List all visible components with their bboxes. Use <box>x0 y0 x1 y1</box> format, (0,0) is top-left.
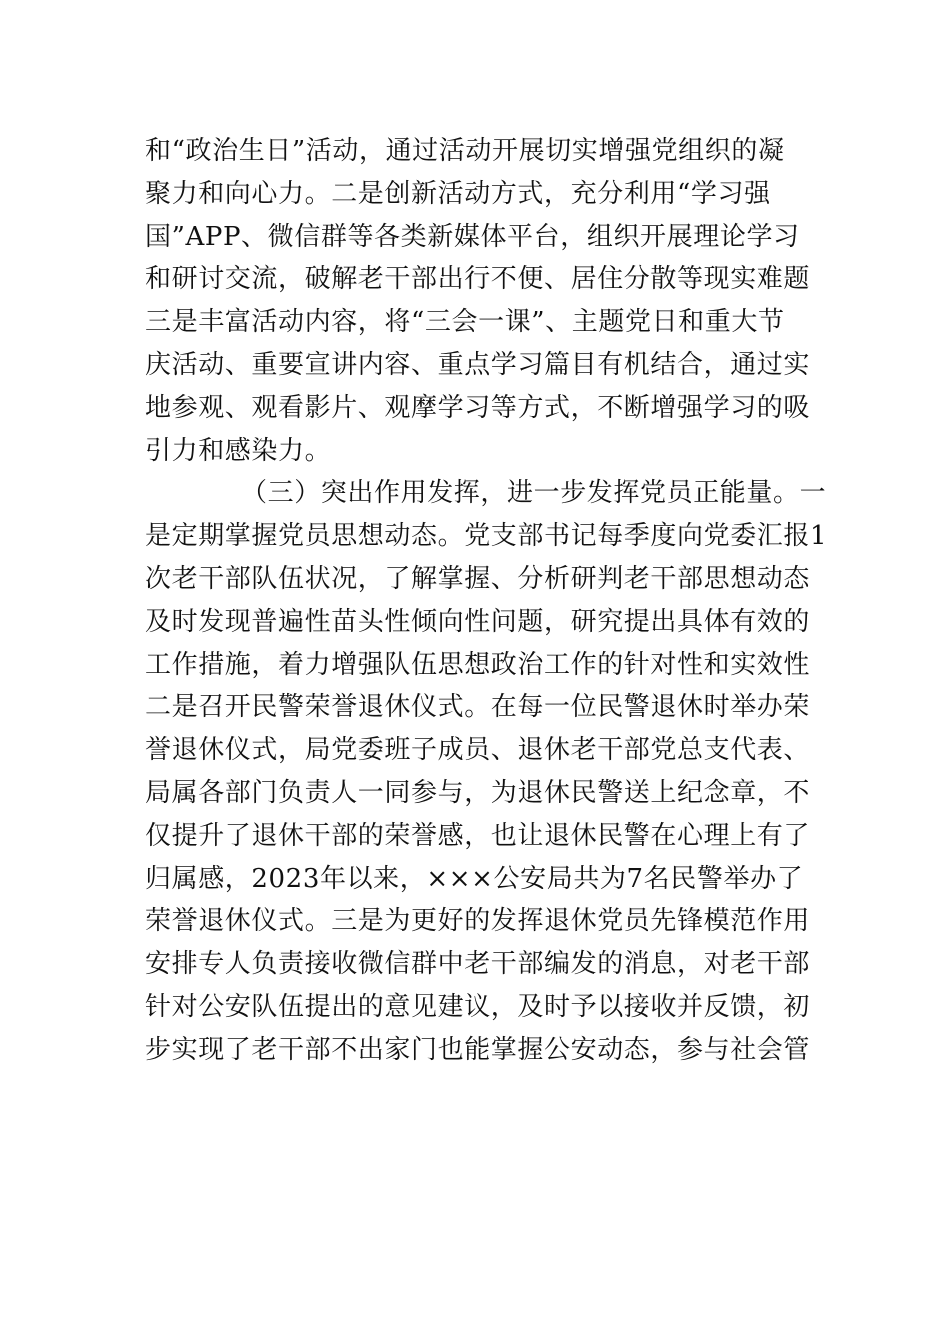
text-line: 和研讨交流，破解老干部出行不便、居住分散等现实难题 <box>145 264 811 295</box>
text-line: 引力和感染力。 <box>145 435 332 466</box>
text-line: 仅提升了退休干部的荣誉感，也让退休民警在心理上有了 <box>145 820 811 851</box>
text-line: 三是丰富活动内容，将“三会一课”、主题党日和重大节 <box>145 307 785 338</box>
text-line: 针对公安队伍提出的意见建议，及时予以接收并反馈，初 <box>145 991 811 1022</box>
text-line: 工作措施，着力增强队伍思想政治工作的针对性和实效性 <box>145 649 811 680</box>
text-line: 局属各部门负责人一同参与，为退休民警送上纪念章，不 <box>145 777 811 808</box>
text-line: 步实现了老干部不出家门也能掌握公安动态，参与社会管 <box>145 1034 811 1065</box>
text-line: 安排专人负责接收微信群中老干部编发的消息，对老干部 <box>145 949 811 980</box>
body-text <box>145 130 828 1072</box>
text-line: 二是召开民警荣誉退休仪式。在每一位民警退休时举办荣 <box>145 692 811 723</box>
text-line: 国”APP、微信群等各类新媒体平台，组织开展理论学习 <box>145 221 800 252</box>
text-line: 和“政治生日”活动，通过活动开展切实增强党组织的凝 <box>145 136 785 166</box>
text-line: 及时发现普遍性苗头性倾向性问题，研究提出具体有效的 <box>145 606 811 637</box>
text-line: 荣誉退休仪式。三是为更好的发挥退休党员先锋模范作用 <box>145 906 811 937</box>
text-line: 庆活动、重要宣讲内容、重点学习篇目有机结合，通过实 <box>145 349 811 380</box>
text-line: 誉退休仪式，局党委班子成员、退休老干部党总支代表、 <box>145 735 811 766</box>
text-line: 次老干部队伍状况，了解掌握、分析研判老干部思想动态 <box>145 563 811 594</box>
section-heading-line: （三）突出作用发挥，进一步发挥党员正能量。一 <box>241 478 827 509</box>
text-line: 归属感，2023年以来，×××公安局共为7名民警举办了 <box>145 863 804 894</box>
text-line: 聚力和向心力。二是创新活动方式，充分利用“学习强 <box>145 178 771 209</box>
text-line: 地参观、观看影片、观摩学习等方式，不断增强学习的吸 <box>145 392 811 423</box>
text-line: 是定期掌握党员思想动态。党支部书记每季度向党委汇报1 <box>145 521 828 552</box>
